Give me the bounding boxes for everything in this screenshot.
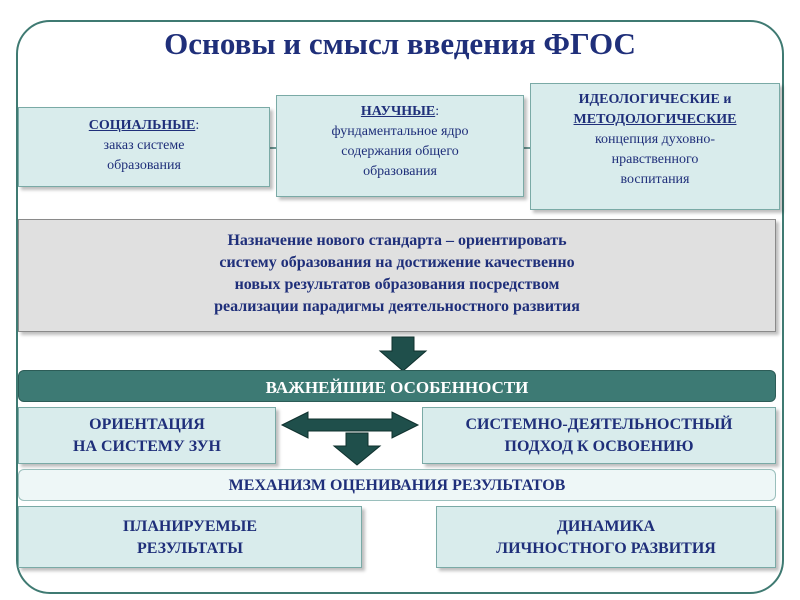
personal-development-line-1: ДИНАМИКА <box>556 518 656 535</box>
evaluation-banner <box>18 469 776 501</box>
scientific-line-3: образования <box>363 164 437 179</box>
features-banner-label: ВАЖНЕЙШИЕ ОСОБЕННОСТИ <box>265 378 529 397</box>
purpose-line-1: Назначение нового стандарта – ориентировать <box>227 232 567 249</box>
scientific-heading: НАУЧНЫЕ <box>360 104 436 119</box>
feature-zun-line-1: ОРИЕНТАЦИЯ <box>89 416 205 433</box>
feature-zun-line-2: НА СИСТЕМУ ЗУН <box>73 438 221 455</box>
ideological-line-2: нравственного <box>611 152 699 167</box>
ideological-foundation-box <box>530 83 780 210</box>
personal-development-line-2: ЛИЧНОСТНОГО РАЗВИТИЯ <box>496 540 716 557</box>
scientific-line-1: фундаментальное ядро <box>331 124 469 139</box>
personal-development-box <box>436 506 776 568</box>
feature-systemic-box <box>422 407 776 464</box>
feature-systemic-line-2: ПОДХОД К ОСВОЕНИЮ <box>504 438 694 455</box>
scientific-foundation-box <box>276 95 524 197</box>
planned-results-box <box>18 506 362 568</box>
page-title: Основы и смысл введения ФГОС <box>164 26 636 61</box>
purpose-line-2: систему образования на достижение качественно <box>219 254 575 271</box>
ideological-line-1: концепция духовно- <box>594 132 716 147</box>
ideological-heading-1: ИДЕОЛОГИЧЕСКИЕ и <box>578 92 732 107</box>
ideological-line-3: воспитания <box>620 172 690 187</box>
social-heading-suffix: : <box>195 118 200 133</box>
purpose-box <box>18 219 776 332</box>
down-arrow-2-icon <box>334 433 380 465</box>
purpose-line-4: реализации парадигмы деятельностного развития <box>214 298 580 315</box>
scientific-heading-suffix: : <box>435 104 440 119</box>
social-foundation-box <box>18 107 270 187</box>
feature-systemic-line-1: СИСТЕМНО-ДЕЯТЕЛЬНОСТНЫЙ <box>465 416 733 433</box>
social-heading: СОЦИАЛЬНЫЕ <box>88 118 196 133</box>
ideological-heading-2: МЕТОДОЛОГИЧЕСКИЕ <box>573 112 737 127</box>
features-banner <box>18 370 776 402</box>
purpose-line-3: новых результатов образования посредством <box>234 276 560 293</box>
social-line-2: образования <box>107 158 181 173</box>
planned-results-line-1: ПЛАНИРУЕМЫЕ <box>122 518 258 535</box>
scientific-line-2: содержания общего <box>341 144 459 159</box>
down-arrow-icon <box>380 337 426 371</box>
planned-results-line-2: РЕЗУЛЬТАТЫ <box>136 540 244 557</box>
feature-zun-box <box>18 407 276 464</box>
social-line-1: заказ системе <box>103 138 185 153</box>
evaluation-banner-label: МЕХАНИЗМ ОЦЕНИВАНИЯ РЕЗУЛЬТАТОВ <box>228 477 566 494</box>
